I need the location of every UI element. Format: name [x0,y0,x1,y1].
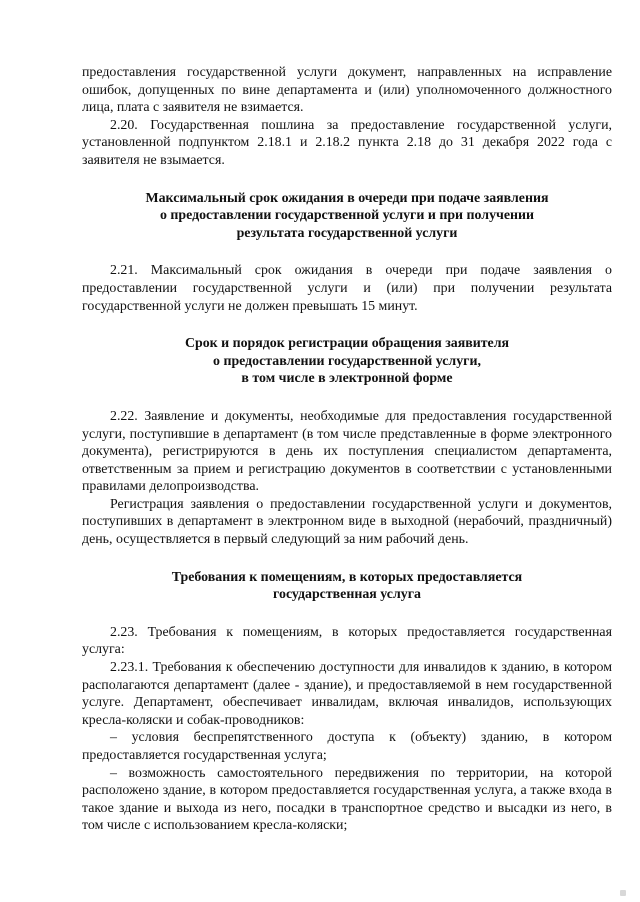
paragraph-registration: Регистрация заявления о предоставлении государственной услуги и документов, поступивших в департамент в электронном виде в выходной (нерабочий, праздничный) день, осуществляется в первый следующий за ним рабочий день. [82,496,612,548]
paragraph-intro: предоставления государственной услуги документ, направленных на исправление ошибок, допущенных по вине департамента и (или) уполномоченного должностного лица, плата с заявителя не взимается. [82,65,612,116]
heading-line: Максимальный срок ожидания в очереди при подаче заявления [145,190,549,206]
section-heading-premises [82,569,612,604]
section-heading-waiting-time [82,190,612,243]
heading-line: Требования к помещениям, в которых предоставляется [171,569,523,585]
paragraph-2-21: 2.21. Максимальный срок ожидания в очереди при подаче заявления о предоставлении государственной услуги и (или) при получении результата государственной услуги не должен превышать 15 минут. [82,263,612,314]
heading-line: в том числе в электронной форме [241,371,453,387]
section-heading-registration [82,335,612,388]
heading-line: о предоставлении государственной услуги, [213,353,481,369]
heading-line: Срок и порядок регистрации обращения заявителя [184,336,510,352]
heading-line: результата государственной услуги [236,225,458,241]
paragraph-2-23-1: 2.23.1. Требования к обеспечению доступности для инвалидов к зданию, в котором располагаются департамент (далее - здание), и предоставляемой в нем государственной услуге. Департамент, обеспечивает инвалидам, включая инвалидов, использующих кресла-коляски и собак-проводников: [82,660,612,728]
scan-artifact [620,890,626,896]
paragraph-bullet-access: – условия беспрепятственного доступа к (объекту) зданию, в котором предоставляется государственная услуга; [82,730,612,763]
paragraph-2-23: 2.23. Требования к помещениям, в которых предоставляется государственная услуга: [82,624,612,658]
paragraph-bullet-movement: – возможность самостоятельного передвижения по территории, на которой расположено здание, в котором предоставляется государственная услуга, а также входа в такое здание и выхода из него, посадки в транспортное средство и высадки из него, в том числе с использованием кресла-коляски; [82,765,612,834]
paragraph-2-20: 2.20. Государственная пошлина за предоставление государственной услуги, установленной подпунктом 2.18.1 и 2.18.2 пункта 2.18 до 31 декабря 2022 года с заявителя не взымается. [82,117,612,168]
heading-line: о предоставлении государственной услуги и при получении [159,208,535,224]
paragraph-2-22: 2.22. Заявление и документы, необходимые для предоставления государственной услуги, поступившие в департамент (в том числе представленные в форме электронного документа), регистрируются в день их поступления специалистом департамента, ответственным за прием и регистрацию документов в соответствии с установленными правилами делопроизводства. [82,408,612,495]
heading-line: государственная услуга [273,587,421,603]
